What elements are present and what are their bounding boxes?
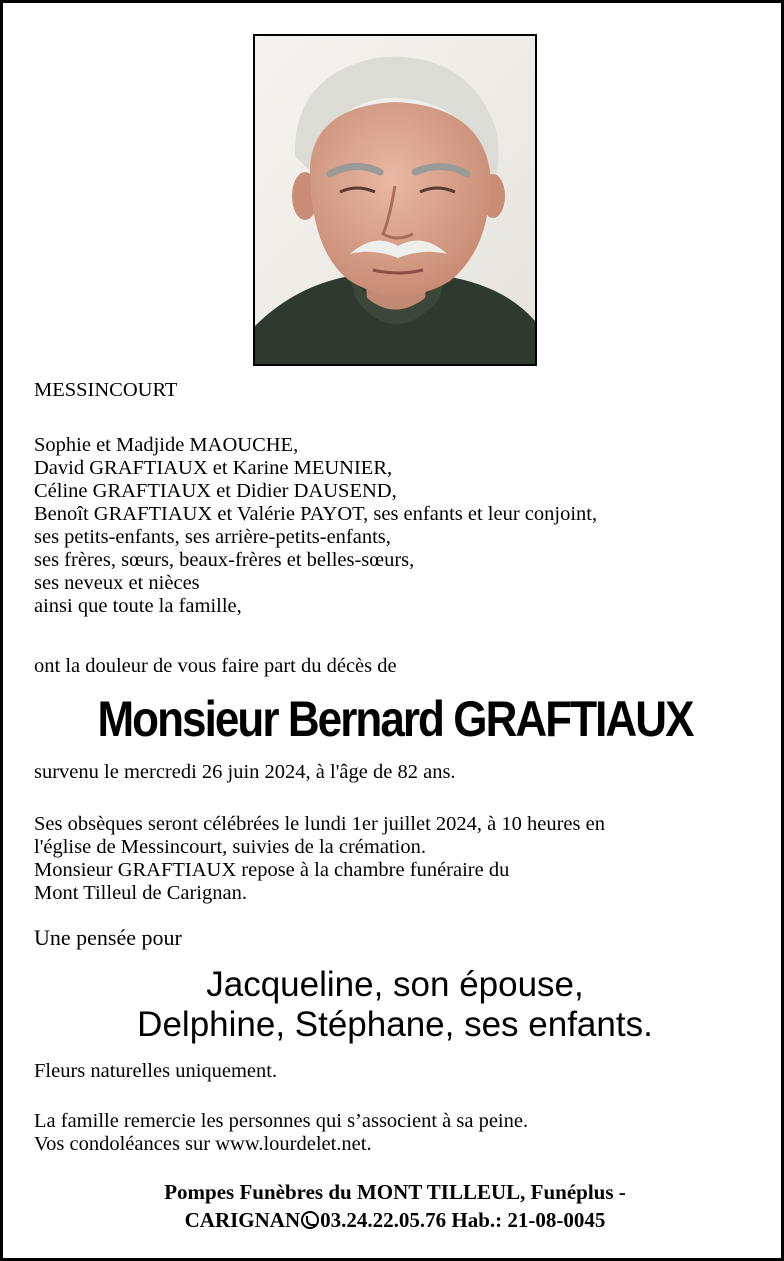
funeral-line: Monsieur GRAFTIAUX repose à la chambre funéraire du (34, 859, 510, 881)
family-line: ses frères, sœurs, beaux-frères et belles-sœurs, (34, 549, 415, 571)
announcement: ont la douleur de vous faire part du décès de (34, 655, 397, 677)
funeral-line: l'église de Messincourt, suivies de la crémation. (34, 836, 426, 858)
family-line: ainsi que toute la famille, (34, 595, 242, 617)
thought-line: Jacqueline, son épouse, (206, 965, 584, 1004)
funeral-home-city: CARIGNAN (184, 1208, 301, 1232)
funeral-line: Ses obsèques seront célébrées le lundi 1er juillet 2024, à 10 heures en (34, 813, 605, 835)
family-line: Céline GRAFTIAUX et Didier DAUSEND, (34, 480, 397, 502)
death-info: survenu le mercredi 26 juin 2024, à l'âge de 82 ans. (34, 761, 456, 783)
family-line: Sophie et Madjide MAOUCHE, (34, 434, 299, 456)
funeral-home-name: Pompes Funèbres du MONT TILLEUL, Funéplus - (164, 1180, 626, 1204)
thanks-line: Vos condoléances sur www.lourdelet.net. (34, 1133, 372, 1155)
thanks-line: La famille remercie les personnes qui s’associent à sa peine. (34, 1110, 529, 1132)
thought-intro: Une pensée pour (34, 925, 182, 950)
family-line: ses petits-enfants, ses arrière-petits-enfants, (34, 526, 391, 548)
funeral-line: Mont Tilleul de Carignan. (34, 882, 247, 904)
location: MESSINCOURT (34, 379, 178, 401)
portrait-illustration (255, 36, 535, 364)
funeral-home-phone: 03.24.22.05.76 Hab.: 21-08-0045 (320, 1208, 606, 1232)
funeral-home-contact (3, 1206, 784, 1234)
family-line: ses neveux et nièces (34, 572, 200, 594)
family-line: Benoît GRAFTIAUX et Valérie PAYOT, ses enfants et leur conjoint, (34, 503, 598, 525)
family-line: David GRAFTIAUX et Karine MEUNIER, (34, 457, 393, 479)
thought-line: Delphine, Stéphane, ses enfants. (137, 1005, 653, 1044)
deceased-name: Monsieur Bernard GRAFTIAUX (97, 691, 693, 747)
flowers-note: Fleurs naturelles uniquement. (34, 1060, 278, 1082)
phone-icon (301, 1211, 319, 1229)
portrait-photo (253, 34, 537, 366)
